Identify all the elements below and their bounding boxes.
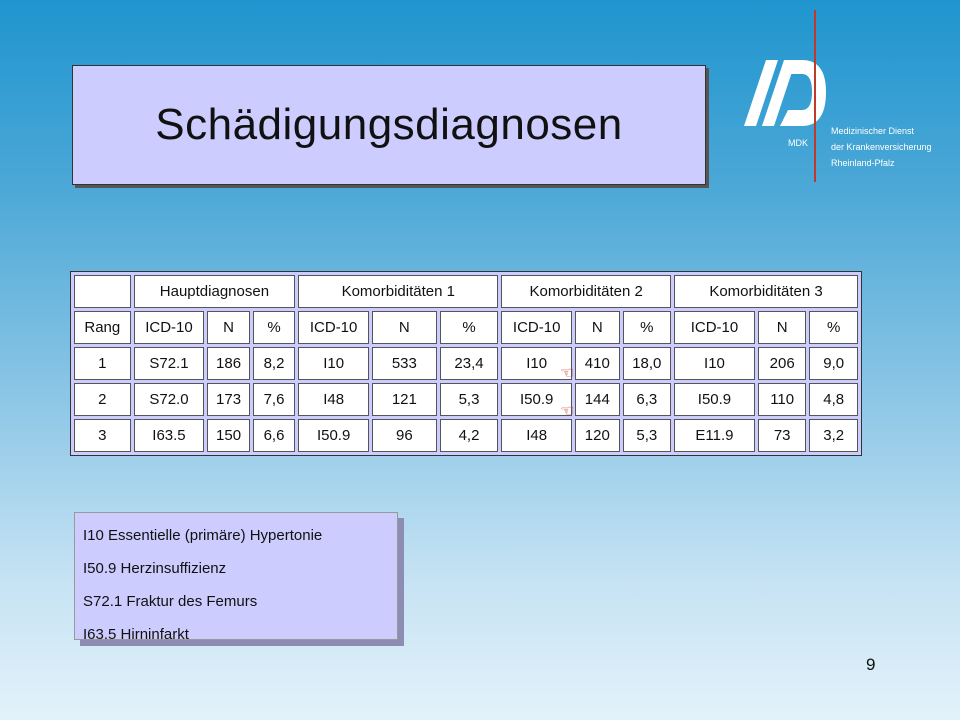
legend-item: I50.9 Herzinsuffizienz — [83, 560, 227, 577]
table-cell: 6,6 — [253, 419, 295, 452]
table-cell: 18,0 — [623, 347, 672, 380]
group-header-row — [74, 275, 858, 308]
table-cell: I50.9 — [501, 383, 572, 416]
group-header: Komorbiditäten 2 — [501, 275, 671, 308]
table-cell: 150 — [207, 419, 249, 452]
title-box — [72, 65, 706, 185]
icd-header: ICD-10 — [501, 311, 572, 344]
table-cell: I48 — [501, 419, 572, 452]
table-cell: E11.9 — [674, 419, 755, 452]
rang-cell: 2 — [74, 383, 131, 416]
diagnosis-table — [70, 271, 862, 456]
table-cell: 23,4 — [440, 347, 499, 380]
table-cell: 410 — [575, 347, 619, 380]
n-header: N — [207, 311, 249, 344]
legend-item: S72.1 Fraktur des Femurs — [83, 593, 258, 610]
icd-header: ICD-10 — [298, 311, 369, 344]
legend-box — [74, 512, 398, 643]
table-cell: 8,2 — [253, 347, 295, 380]
table-cell: 5,3 — [440, 383, 499, 416]
n-header: N — [758, 311, 807, 344]
percent-header: % — [623, 311, 672, 344]
table-cell: I50.9 — [674, 383, 755, 416]
table-cell: S72.1 — [134, 347, 205, 380]
table-cell: 4,8 — [809, 383, 858, 416]
table-row — [74, 419, 858, 452]
table-cell: I50.9 — [298, 419, 369, 452]
logo-mdk-label: MDK — [788, 138, 808, 148]
logo-org-line: der Krankenversicherung — [831, 142, 932, 152]
rang-header: Rang — [74, 311, 131, 344]
table-cell: 110 — [758, 383, 807, 416]
percent-header: % — [440, 311, 499, 344]
table-cell: 9,0 — [809, 347, 858, 380]
mdk-logo — [740, 10, 960, 190]
table-cell: 120 — [575, 419, 619, 452]
mdk-logo-icon — [740, 54, 830, 130]
n-header: N — [575, 311, 619, 344]
percent-header: % — [253, 311, 295, 344]
logo-org-line: Medizinischer Dienst — [831, 126, 915, 136]
group-header: Komorbiditäten 3 — [674, 275, 858, 308]
table-row — [74, 347, 858, 380]
table-cell: 6,3 — [623, 383, 672, 416]
icd-header: ICD-10 — [674, 311, 755, 344]
icd-header: ICD-10 — [134, 311, 205, 344]
group-header: Hauptdiagnosen — [134, 275, 296, 308]
page-number: 9 — [866, 655, 876, 674]
table-cell: I10 — [501, 347, 572, 380]
table-cell: 206 — [758, 347, 807, 380]
n-header: N — [372, 311, 437, 344]
logo-org-text — [831, 123, 932, 171]
percent-header: % — [809, 311, 858, 344]
sub-header-row — [74, 311, 858, 344]
table-cell: 173 — [207, 383, 249, 416]
rang-cell: 1 — [74, 347, 131, 380]
pointing-hand-icon: ☜ — [560, 403, 575, 420]
group-header: Komorbiditäten 1 — [298, 275, 498, 308]
table-cell: 186 — [207, 347, 249, 380]
pointing-hand-icon: ☜ — [560, 365, 575, 382]
table-cell: 533 — [372, 347, 437, 380]
rang-cell: 3 — [74, 419, 131, 452]
table-cell: I10 — [298, 347, 369, 380]
table-cell: S72.0 — [134, 383, 205, 416]
table-cell: 121 — [372, 383, 437, 416]
table-cell: I63.5 — [134, 419, 205, 452]
empty-corner-cell — [74, 275, 131, 308]
legend-item: I10 Essentielle (primäre) Hypertonie — [83, 527, 323, 544]
table-cell: I10 — [674, 347, 755, 380]
legend-item: I63.5 Hirninfarkt — [83, 626, 189, 643]
table-row — [74, 383, 858, 416]
table-cell: 3,2 — [809, 419, 858, 452]
table-cell: 96 — [372, 419, 437, 452]
logo-org-line: Rheinland-Pfalz — [831, 158, 895, 168]
table-cell: 7,6 — [253, 383, 295, 416]
table-cell: 4,2 — [440, 419, 499, 452]
page-title: Schädigungsdiagnosen — [155, 100, 623, 149]
table-cell: 5,3 — [623, 419, 672, 452]
table-cell: 144 — [575, 383, 619, 416]
diagnosis-table-wrapper — [70, 271, 862, 473]
logo-divider — [814, 10, 816, 182]
table-cell: I48 — [298, 383, 369, 416]
table-cell: 73 — [758, 419, 807, 452]
